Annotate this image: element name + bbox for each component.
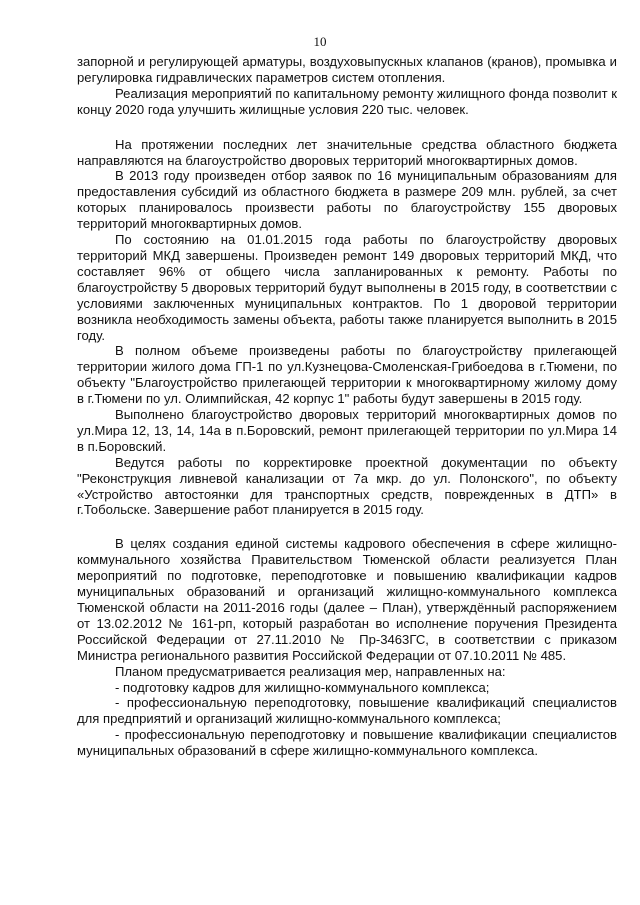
- document-body: [77, 54, 617, 759]
- paragraph-2013-applications: В 2013 году произведен отбор заявок по 16 муниципальным образованиям для предоставления субсидий из областного бюджета в размере 209 млн. рублей, за счет которых планировалось произвести работы по благоустройству 155 дворовых территорий многоквартирных домов.: [77, 168, 617, 232]
- paragraph-gap: [77, 518, 617, 536]
- paragraph-plan-measures: Планом предусматривается реализация мер, направленных на:: [115, 663, 506, 679]
- paragraph-gap: [77, 118, 617, 137]
- paragraph-gp1-works: В полном объеме произведены работы по благоустройству прилегающей территории жилого дома ГП-1 по ул.Кузнецова-Смоленская-Грибоедова в г.Тюмени, по объекту "Благоустройство прилегающей территории к многоквартирному жилому дому в г.Тюмени по ул. Олимпийская, 42 корпус 1" работы будут завершены в 2015 году.: [77, 343, 617, 407]
- paragraph-borovsky: Выполнено благоустройство дворовых территорий многоквартирных домов по ул.Мира 12, 13, 14, 14а в п.Боровский, ремонт прилегающей территории по ул.Мира 14 в п.Боровский.: [77, 407, 617, 454]
- page-number: 10: [313, 34, 327, 49]
- paragraph-tobolsk-design: Ведутся работы по корректировке проектной документации по объекту "Реконструкция ливневой канализации от 7а мкр. до ул. Полонского", по объекту «Устройство автостоянки для транспортных средств, поврежденных в ДТП» в г.Тобольске. Завершение работ планируется в 2015 году.: [77, 454, 617, 518]
- list-item-municipal-specialists: - профессиональную переподготовку и повышение квалификации специалистов муниципальных образований в сфере жилищно-коммунального комплекса.: [77, 727, 617, 759]
- paragraph-capital-repair-result: Реализация мероприятий по капитальному ремонту жилищного фонда позволит к концу 2020 года улучшить жилищные условия 220 тыс. человек.: [77, 85, 617, 117]
- list-item-training: - подготовку кадров для жилищно-коммунального комплекса;: [115, 679, 490, 695]
- list-item-enterprise-specialists: - профессиональную переподготовку, повышение квалификаций специалистов для предприятий и организаций жилищно-коммунального комплекса;: [77, 695, 617, 727]
- paragraph-yard-improvement-intro: На протяжении последних лет значительные средства областного бюджета направляются на благоустройство дворовых территорий многоквартирных домов.: [77, 136, 617, 168]
- paragraph-heating-continuation: запорной и регулирующей арматуры, воздуховыпускных клапанов (кранов), промывка и регулировка гидравлических параметров систем отопления.: [77, 54, 617, 85]
- paragraph-staffing-plan: В целях создания единой системы кадрового обеспечения в сфере жилищно-коммунального хозяйства Правительством Тюменской области реализуется План мероприятий по подготовке, переподготовке и повышению квалификации кадров муниципальных образований и организаций жилищно-коммунального комплекса Тюменской области на 2011-2016 годы (далее – План), утверждённый распоряжением от 13.02.2012 № 161-рп, который разработан во исполнение поручения Президента Российской Федерации от 27.11.2010 № Пр-3463ГС, в соответствии с приказом Министра регионального развития Российской Федерации от 07.10.2011 № 485.: [77, 536, 617, 663]
- paragraph-status-2015: По состоянию на 01.01.2015 года работы по благоустройству дворовых территорий МКД завершены. Произведен ремонт 149 дворовых территорий МКД, что составляет 96% от общего числа запланированных к ремонту. Работы по благоустройству 5 дворовых территорий будут выполнены в 2015 году, в соответствии с условиями заключенных муниципальных контрактов. По 1 дворовой территории возникла необходимость замены объекта, работы также планируется выполнить в 2015 году.: [77, 232, 617, 343]
